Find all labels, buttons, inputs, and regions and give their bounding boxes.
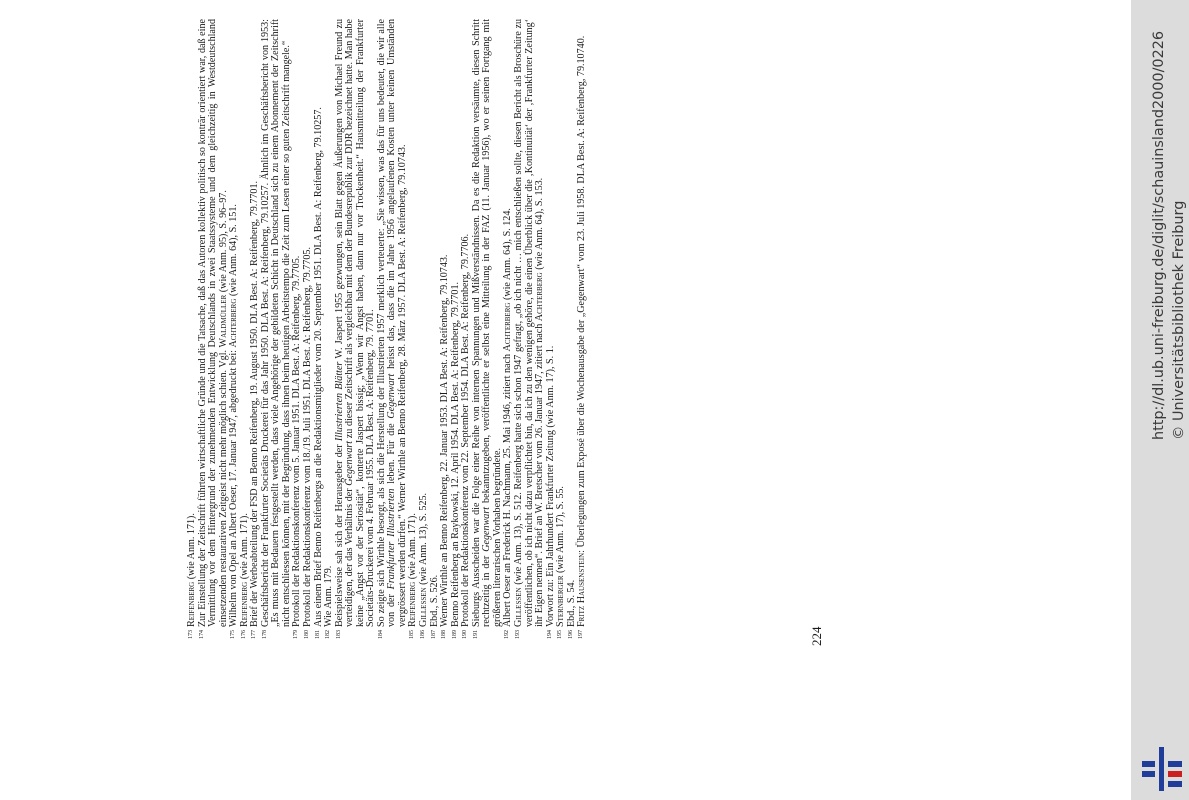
footnote-text: So zeigte sich Wirthle besorgt, als sich die Herstellung der Illustrierten 1957 merklich verteuerte: „Sie wissen, was das für uns bedeutet, die wir alle von der Frankfurter Illustrierten leben. Für die Gegenwart heisst das, dass die im Jahre 1956 angelaufenen Kosten unter keinen Umständen vergrössert werden dürfen.“ Werner Wirthle an Benno Reifenberg, 28. März 1957. DLA Best. A: Reifenberg, 79.10743. xyxy=(375,18,408,627)
logo-bar-red xyxy=(1168,771,1182,777)
footnote-number: 193 xyxy=(514,630,521,639)
logo-bar-left-2 xyxy=(1142,771,1155,777)
footnote xyxy=(303,19,314,639)
footnote-number: 181 xyxy=(314,630,321,639)
footnote-number: 176 xyxy=(240,630,247,639)
source-url-link[interactable]: http://dl.ub.uni-freiburg.de/diglit/schauinsland2000/0226 xyxy=(1151,30,1167,440)
footnote-number: 179 xyxy=(293,630,300,639)
footnote-number: 180 xyxy=(304,630,311,639)
footnote xyxy=(377,19,409,639)
footnote-text: Geschäftsbericht der Frankfurter Societäts Druckerei für das Jahr 1950. DLA Best. A: Reifenberg, 79.10257. Ähnlich im Geschäftsbericht von 1953: „Es muss mit Bedauern festgestellt werden, dass viele Angehörige der gebildeten Schicht in Deutschland sich zu einem Abonnement der Zeitschrift nicht entschliessen können, mit der Begründung, dass ihnen beim heutigen Arbeitstempo die Zeit zum Lesen einer so guten Zeitschrift mangele.“ xyxy=(259,19,292,627)
footnote-text: Aus einem Brief Benno Reifenbergs an die Redaktionsmitglieder vom 20. September 1951. DLA Best. A: Reifenberg, 79.10257. xyxy=(312,107,324,627)
footnote xyxy=(335,19,377,639)
footnote-number: 184 xyxy=(377,630,384,639)
footnote-text: Benno Reifenberg an Raykowski, 12. April 1954. DLA Best. A: Reifenberg, 79.7701. xyxy=(449,281,461,627)
footnote xyxy=(261,19,293,639)
footnote-text: Sieburgs Ausscheiden war die Folge einer Reihe von internen Spannungen und Mißverständnissen. Da es die Redaktion versäumte, diesen Schritt rechtzeitig in der Gegenwart bekanntzugeben, veröffentlichte er selbst eine Mitteilung in der FAZ (11. Januar 1956), wo er seinen Fortgang mit größeren literarischen Vorhaben begründete. xyxy=(470,19,503,627)
footnote-number: 185 xyxy=(409,630,416,639)
footnote xyxy=(577,19,588,639)
footnote-text: Protokoll der Redaktionskonferenz vom 22. September 1954. DLA Best. A: Reifenberg, 79.7706. xyxy=(460,233,472,627)
footnote-text: Protokoll der Redaktionskonferenz vom 5. Januar 1951. DLA Best. A: Reifenberg, 79.7705. xyxy=(291,255,303,627)
sidebar-caption xyxy=(1149,31,1189,440)
footnote-number: 194 xyxy=(546,630,553,639)
footnote-number: 177 xyxy=(251,630,258,639)
footnote-number: 183 xyxy=(335,630,342,639)
logo-bar-right-3 xyxy=(1168,781,1182,787)
footnote-number: 187 xyxy=(430,630,437,639)
footnote-text: Albert Oeser an Frederick H. Nachmann, 25. Mai 1946, zitiert nach Achterberg (wie Anm. 64), S. 124. xyxy=(502,208,514,627)
footnote-text: Protokoll der Redaktionskonferenz vom 18./19. Juli 1951. DLA Best. A: Reifenberg, 79.7705. xyxy=(302,247,314,627)
footnote-text: Reifenberg (wie Anm. 171). xyxy=(186,513,197,627)
footnote-number: 175 xyxy=(230,630,237,639)
footnote-number: 182 xyxy=(325,630,332,639)
footnote-number: 195 xyxy=(557,630,564,639)
footnote-text: Brief der Werbeabteilung der FSD an Benno Reifenberg, 19. August 1950. DLA Best. A: Reifenberg, 79.7701. xyxy=(249,180,261,627)
footnote-number: 190 xyxy=(462,630,469,639)
footnote-text: Reifenberg (wie Anm. 171). xyxy=(407,513,419,627)
footnote-number: 188 xyxy=(441,630,448,639)
footnote-text: Vorwort zu: Ein Jahrhundert Frankfurter Zeitung (wie Anm. 17), S. 1. xyxy=(544,345,556,627)
footnote-text: Reifenberg (wie Anm. 171). xyxy=(238,513,250,627)
footnotes-block xyxy=(187,19,588,639)
footnote-number: 197 xyxy=(578,630,585,639)
footnote-number: 196 xyxy=(567,630,574,639)
footnote-number: 189 xyxy=(451,630,458,639)
footnote-text: Fritz Hausenstein: Überlegungen zum Exposé über die Wochenausgabe der „Gegenwart“ vom 23. Juli 1958. DLA Best. A: Reifenberg, 79.10740. xyxy=(576,35,588,627)
footnote xyxy=(198,19,230,639)
footnote-number: 192 xyxy=(504,630,511,639)
rotated-scan xyxy=(187,9,827,649)
footnote-text: Sternberger (wie Anm. 17), S. 55. xyxy=(555,486,567,627)
footnote-text: Gillessen (wie Anm. 13), S. 512. Reifenberg hatte sich schon 1947 gefragt, „ob ich nicht … mich entschließen sollte, diesen Bericht als Broschüre zu veröffentlichen, ob ich nicht dazu verpflichtet bin, da ich zu den wenigen gehöre, die einen Überblick über die ‚Kontinuität‘ der ‚Frankfurter Zeitung‘ ihr Eigen nennen“. Brief an W. Bretscher vom 26. Januar 1947, zitiert nach Achterberg (wie Anm. 64), S. 153. xyxy=(512,19,546,627)
footnote xyxy=(419,19,430,639)
footnote-text: Ebd., S. 526. xyxy=(428,574,440,627)
footnote-text: Zur Einstellung der Zeitschrift führten wirtschaftliche Gründe und die Tatsache, daß das Autoren kollektiv politisch so konträr orientiert war, daß eine Vermittlung vor dem Hintergrund der zunehmenden Entwicklung Deutschlands in zwei Staatssysteme und dem gleichzeitig in Westdeutschland einsetzenden restaurativen Zeitgeist nicht mehr möglich schien. Vgl. Waldmüller (wie Anm. 95), S. 96–97. xyxy=(196,19,229,627)
logo-bar-right xyxy=(1168,761,1182,767)
logo-bar-left xyxy=(1142,761,1155,767)
footnote xyxy=(472,19,504,639)
footnote-text: Gillessen (wie Anm. 13), S. 525. xyxy=(418,492,430,627)
copyright-notice: © Universitätsbibliothek Freiburg xyxy=(1171,200,1187,440)
footnote-number: 174 xyxy=(198,630,205,639)
logo-vertical-bar xyxy=(1159,747,1164,791)
footnote-text: Beispielsweise sah sich der Herausgeber der Illustrierten Blätter W. Jaspert 1955 gezwungen, sein Blatt gegen Äußerungen von Michael Freund zu verteidigen, der das Verhältnis der Gegenwart zu dieser Zeitschrift als vergleichbar mit dem der Bundesrepublik zur DDR bezeichnet hatte. Man habe keine „Angst vor der Seriosität“, konterte Jaspert bissig; „Wenn wir Angst haben, dann nur vor Trockenheit.“ Hausmitteilung der Frankfurter Societäts-Druckerei vom 4. Februar 1955. DLA Best. A: Reifenberg, 79. 7701. xyxy=(333,18,377,627)
footnote-text: Ebd., S. 54. xyxy=(565,579,577,627)
footnote-number: 178 xyxy=(261,630,268,639)
footnote xyxy=(556,19,567,639)
footnote xyxy=(514,19,546,639)
university-library-logo-icon xyxy=(1142,747,1182,791)
footnote-text: Wie Anm. 179. xyxy=(323,565,335,627)
footnote-number: 186 xyxy=(420,630,427,639)
footnote-text: Werner Wirthle an Benno Reifenberg, 22. Januar 1953. DLA Best. A: Reifenberg, 79.10743. xyxy=(439,254,451,627)
footnote-text: Wilhelm von Opel an Albert Oeser, 17. Januar 1947, abgedruckt bei: Achterberg (wie Anm. 64), S. 151. xyxy=(228,204,240,627)
footnote-number: 191 xyxy=(472,630,479,639)
footnote xyxy=(187,19,198,639)
page-number: 224 xyxy=(809,626,824,646)
footnote-number: 173 xyxy=(188,630,194,639)
footnote xyxy=(314,19,325,639)
